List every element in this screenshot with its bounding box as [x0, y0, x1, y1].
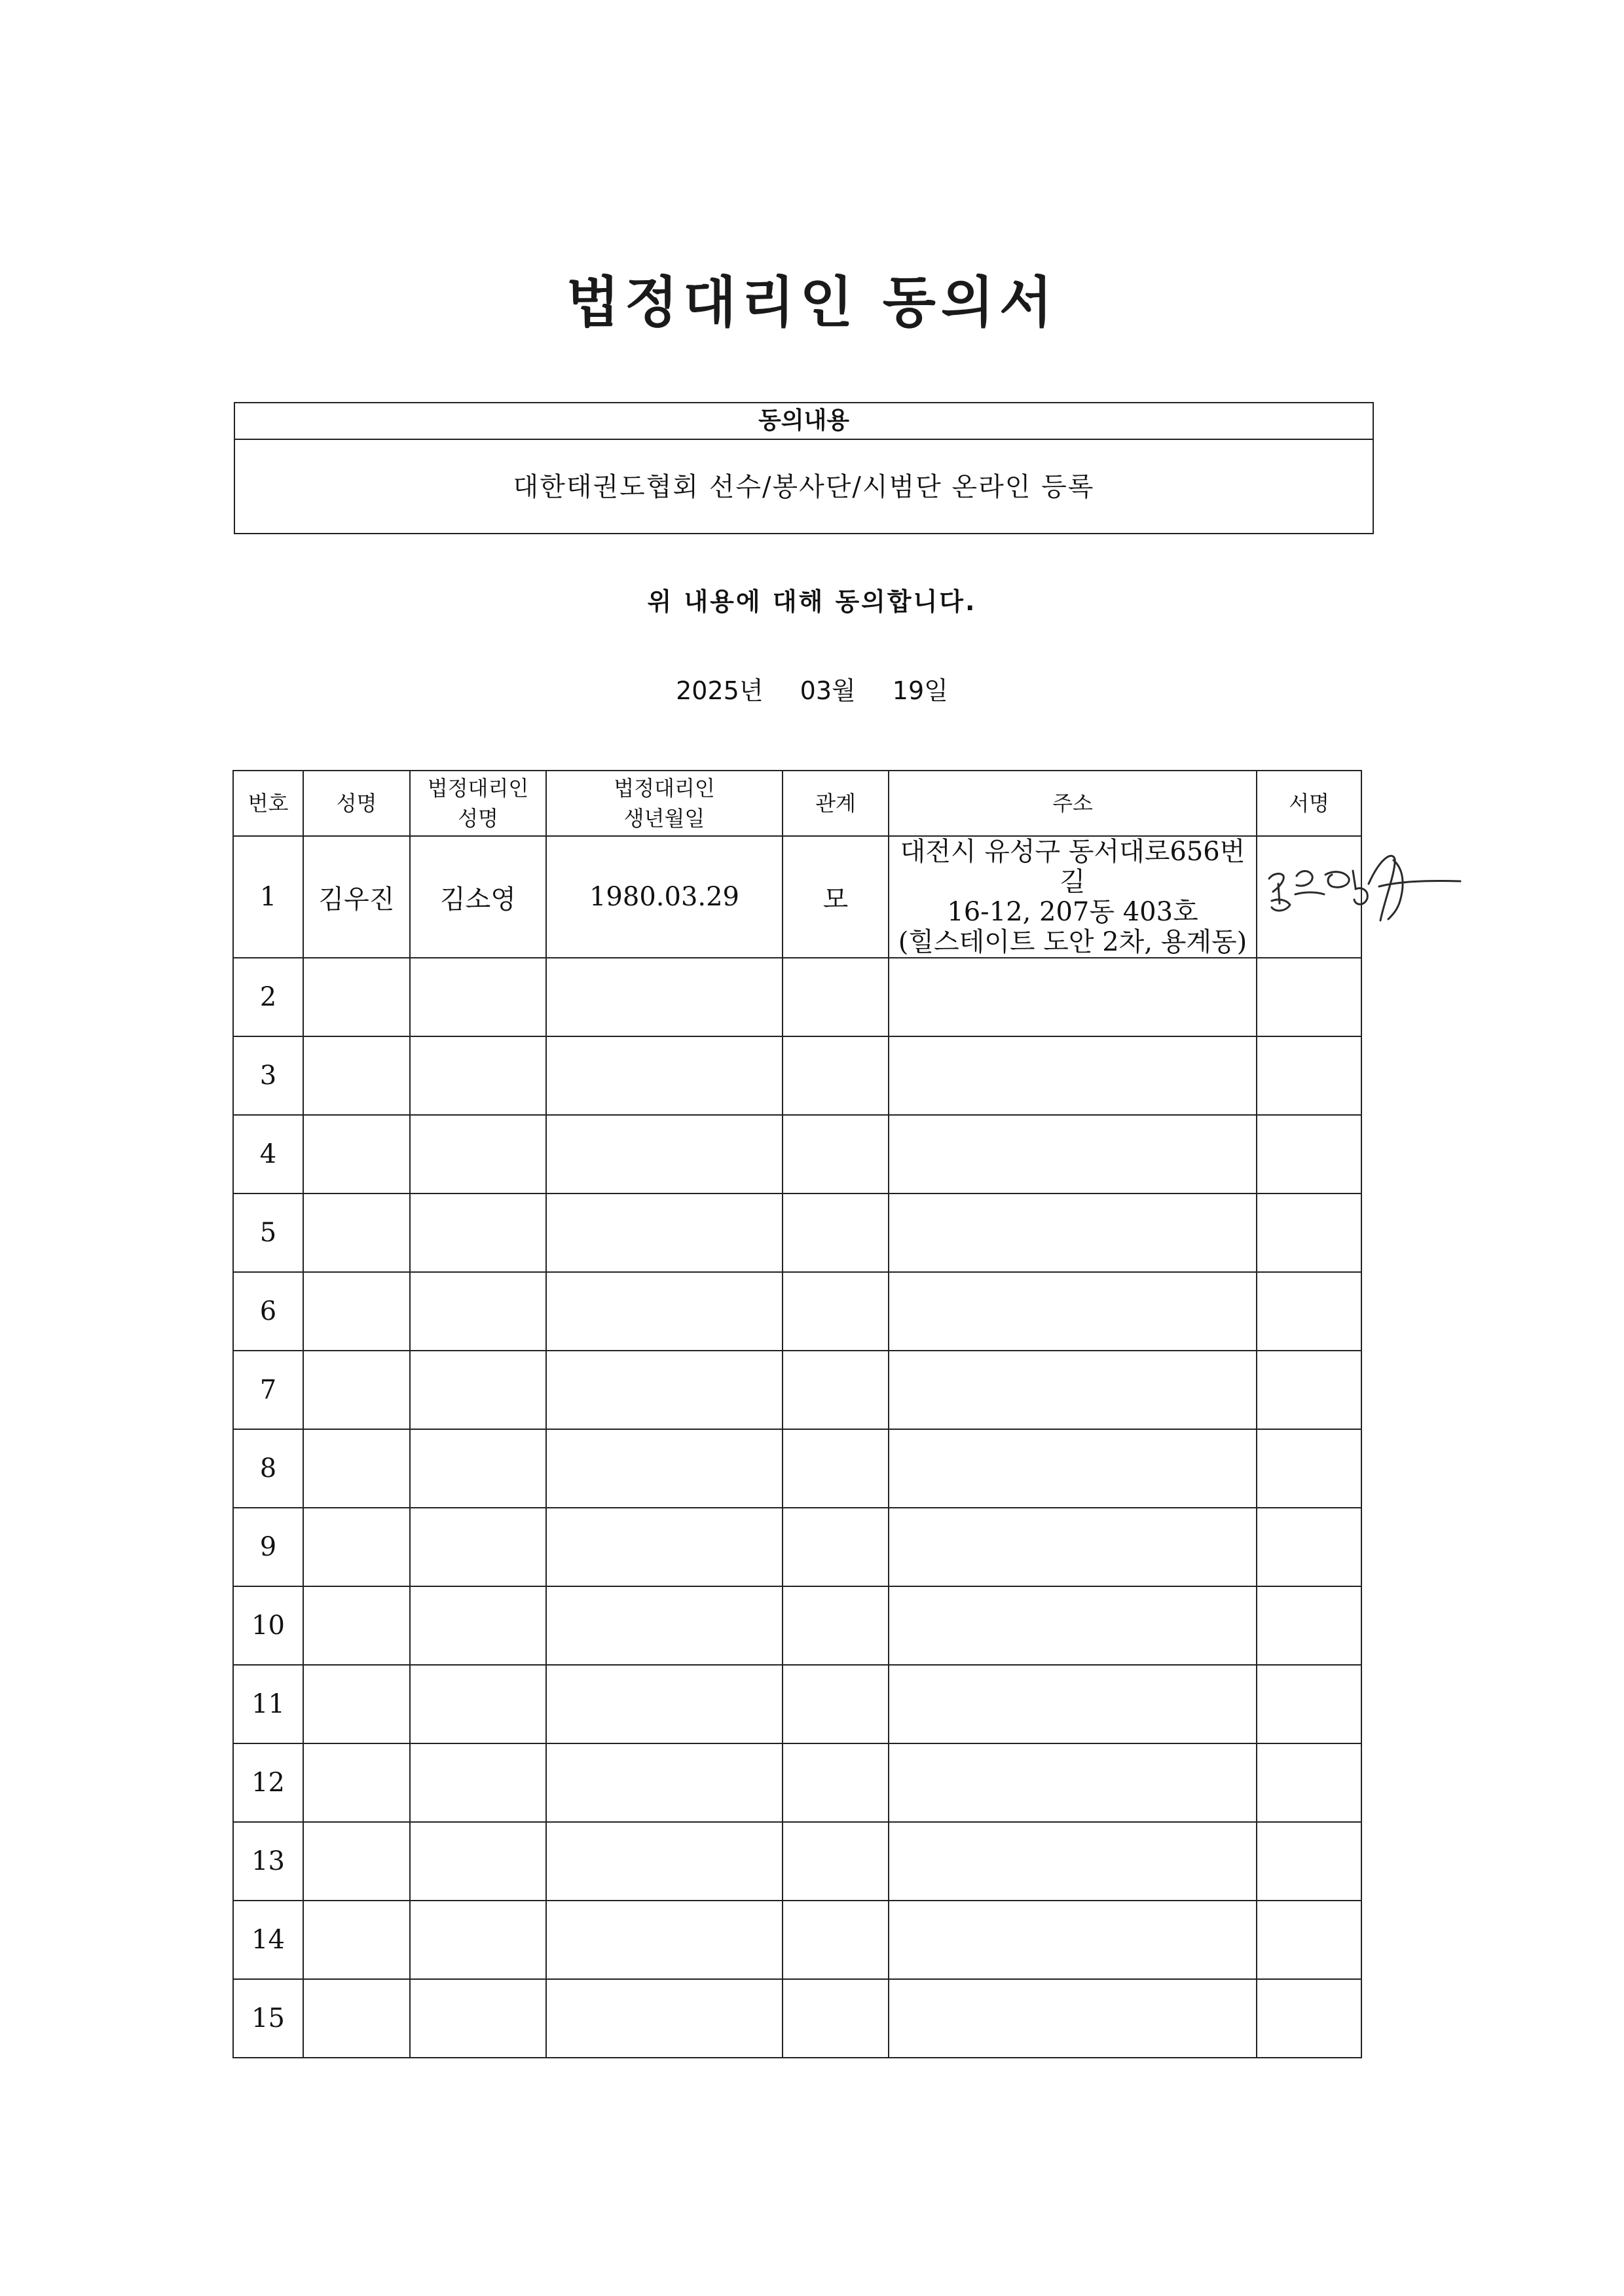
cell-relation — [783, 1194, 889, 1272]
cell-address — [889, 1429, 1257, 1508]
cell-guardian-birth — [546, 1586, 783, 1665]
cell-no: 3 — [233, 1036, 303, 1115]
cell-name: 김우진 — [303, 836, 410, 958]
table-row — [233, 1586, 1361, 1665]
cell-guardian-birth — [546, 1822, 783, 1901]
cell-guardian-name — [410, 1901, 546, 1979]
cell-no: 1 — [233, 836, 303, 958]
cell-signature — [1257, 1665, 1361, 1743]
cell-name — [303, 1508, 410, 1586]
cell-no: 11 — [233, 1665, 303, 1743]
cell-guardian-name — [410, 1743, 546, 1822]
cell-signature — [1257, 1901, 1361, 1979]
cell-guardian-name — [410, 1194, 546, 1272]
cell-name — [303, 1115, 410, 1194]
cell-guardian-birth — [546, 1901, 783, 1979]
cell-guardian-name: 김소영 — [410, 836, 546, 958]
cell-name — [303, 1351, 410, 1429]
cell-address — [889, 1901, 1257, 1979]
cell-name — [303, 958, 410, 1036]
cell-relation — [783, 1115, 889, 1194]
table-row — [233, 1901, 1361, 1979]
cell-signature — [1257, 958, 1361, 1036]
cell-relation — [783, 1272, 889, 1351]
cell-guardian-birth — [546, 1508, 783, 1586]
cell-guardian-birth — [546, 958, 783, 1036]
cell-name — [303, 1586, 410, 1665]
cell-guardian-birth — [546, 1272, 783, 1351]
cell-guardian-birth — [546, 1194, 783, 1272]
cell-name — [303, 1979, 410, 2058]
cell-address — [889, 1194, 1257, 1272]
cell-relation — [783, 1743, 889, 1822]
cell-guardian-birth — [546, 1429, 783, 1508]
cell-signature — [1257, 1586, 1361, 1665]
header-address: 주소 — [889, 771, 1257, 836]
cell-signature — [1257, 1194, 1361, 1272]
cell-relation — [783, 1586, 889, 1665]
cell-relation — [783, 958, 889, 1036]
handwritten-signature — [1264, 838, 1473, 930]
cell-relation — [783, 1979, 889, 2058]
cell-guardian-name — [410, 1979, 546, 2058]
cell-address — [889, 1822, 1257, 1901]
cell-relation — [783, 1665, 889, 1743]
cell-guardian-name — [410, 1508, 546, 1586]
cell-signature — [1257, 1743, 1361, 1822]
cell-name — [303, 1665, 410, 1743]
table-row — [233, 1194, 1361, 1272]
cell-address — [889, 1743, 1257, 1822]
date-day: 19일 — [892, 676, 948, 705]
cell-guardian-name — [410, 1351, 546, 1429]
table-row — [233, 1036, 1361, 1115]
table-row — [233, 1115, 1361, 1194]
address-line-1: 대전시 유성구 동서대로656번길 — [900, 837, 1246, 897]
cell-relation — [783, 1351, 889, 1429]
table-row — [233, 1508, 1361, 1586]
cell-address — [889, 1272, 1257, 1351]
cell-signature — [1257, 1036, 1361, 1115]
table-row — [233, 1429, 1361, 1508]
address-line-3: (힐스테이트 도안 2차, 용계동) — [898, 927, 1247, 957]
cell-guardian-name — [410, 1665, 546, 1743]
date-year: 2025년 — [676, 676, 764, 705]
cell-no: 4 — [233, 1115, 303, 1194]
table-row — [233, 1665, 1361, 1743]
cell-name — [303, 1272, 410, 1351]
agreement-statement: 위 내용에 대해 동의합니다. — [647, 587, 977, 616]
header-no: 번호 — [233, 771, 303, 836]
cell-signature — [1257, 1351, 1361, 1429]
table-row — [233, 1979, 1361, 2058]
cell-guardian-name — [410, 1272, 546, 1351]
cell-relation — [783, 1822, 889, 1901]
table-row — [233, 1822, 1361, 1901]
guardian-table — [232, 770, 1362, 2058]
cell-signature — [1257, 836, 1361, 958]
cell-relation — [783, 1508, 889, 1586]
table-row — [233, 958, 1361, 1036]
cell-guardian-birth — [546, 1979, 783, 2058]
cell-guardian-name — [410, 1822, 546, 1901]
cell-no: 15 — [233, 1979, 303, 2058]
header-name: 성명 — [303, 771, 410, 836]
consent-content-body: 대한태권도협회 선수/봉사단/시범단 온라인 등록 — [513, 472, 1095, 502]
cell-signature — [1257, 1429, 1361, 1508]
cell-signature — [1257, 1115, 1361, 1194]
cell-guardian-birth — [546, 1115, 783, 1194]
cell-guardian-name — [410, 1586, 546, 1665]
cell-guardian-name — [410, 1429, 546, 1508]
header-guardian-birth-line2: 생년월일 — [623, 806, 705, 831]
cell-signature — [1257, 1272, 1361, 1351]
cell-guardian-birth: 1980.03.29 — [546, 836, 783, 958]
cell-name — [303, 1901, 410, 1979]
cell-relation — [783, 1429, 889, 1508]
cell-relation — [783, 1901, 889, 1979]
cell-no: 6 — [233, 1272, 303, 1351]
table-row — [233, 1351, 1361, 1429]
cell-guardian-name — [410, 958, 546, 1036]
table-row — [233, 1272, 1361, 1351]
cell-address — [889, 1036, 1257, 1115]
cell-no: 5 — [233, 1194, 303, 1272]
cell-no: 9 — [233, 1508, 303, 1586]
document-title: 법정대리인 동의서 — [566, 270, 1058, 335]
cell-relation: 모 — [783, 836, 889, 958]
cell-signature — [1257, 1508, 1361, 1586]
header-guardian-birth — [546, 771, 783, 836]
cell-signature — [1257, 1979, 1361, 2058]
cell-guardian-name — [410, 1036, 546, 1115]
cell-address — [889, 836, 1257, 958]
cell-no: 7 — [233, 1351, 303, 1429]
cell-no: 12 — [233, 1743, 303, 1822]
cell-no: 10 — [233, 1586, 303, 1665]
consent-content-box — [234, 402, 1374, 534]
cell-guardian-birth — [546, 1665, 783, 1743]
cell-name — [303, 1036, 410, 1115]
date-month: 03월 — [800, 676, 856, 705]
cell-no: 8 — [233, 1429, 303, 1508]
cell-address — [889, 1586, 1257, 1665]
cell-no: 2 — [233, 958, 303, 1036]
table-row — [233, 1743, 1361, 1822]
table-header-row — [233, 771, 1361, 836]
consent-content-header: 동의내용 — [235, 403, 1373, 440]
header-signature: 서명 — [1257, 771, 1361, 836]
cell-address — [889, 1508, 1257, 1586]
cell-no: 13 — [233, 1822, 303, 1901]
cell-name — [303, 1194, 410, 1272]
cell-guardian-birth — [546, 1036, 783, 1115]
cell-address — [889, 1665, 1257, 1743]
consent-date — [0, 670, 1624, 706]
cell-address — [889, 1979, 1257, 2058]
header-guardian-name-line2: 성명 — [458, 806, 498, 831]
header-guardian-name — [410, 771, 546, 836]
cell-signature — [1257, 1822, 1361, 1901]
cell-relation — [783, 1036, 889, 1115]
cell-guardian-birth — [546, 1743, 783, 1822]
table-row — [233, 836, 1361, 958]
address-line-2: 16-12, 207동 403호 — [947, 897, 1198, 927]
cell-address — [889, 958, 1257, 1036]
header-guardian-birth-line1: 법정대리인 — [614, 776, 715, 801]
cell-name — [303, 1429, 410, 1508]
cell-name — [303, 1743, 410, 1822]
cell-address — [889, 1351, 1257, 1429]
header-guardian-name-line1: 법정대리인 — [427, 776, 529, 801]
cell-guardian-birth — [546, 1351, 783, 1429]
cell-no: 14 — [233, 1901, 303, 1979]
cell-name — [303, 1822, 410, 1901]
cell-address — [889, 1115, 1257, 1194]
cell-guardian-name — [410, 1115, 546, 1194]
header-relation: 관계 — [783, 771, 889, 836]
